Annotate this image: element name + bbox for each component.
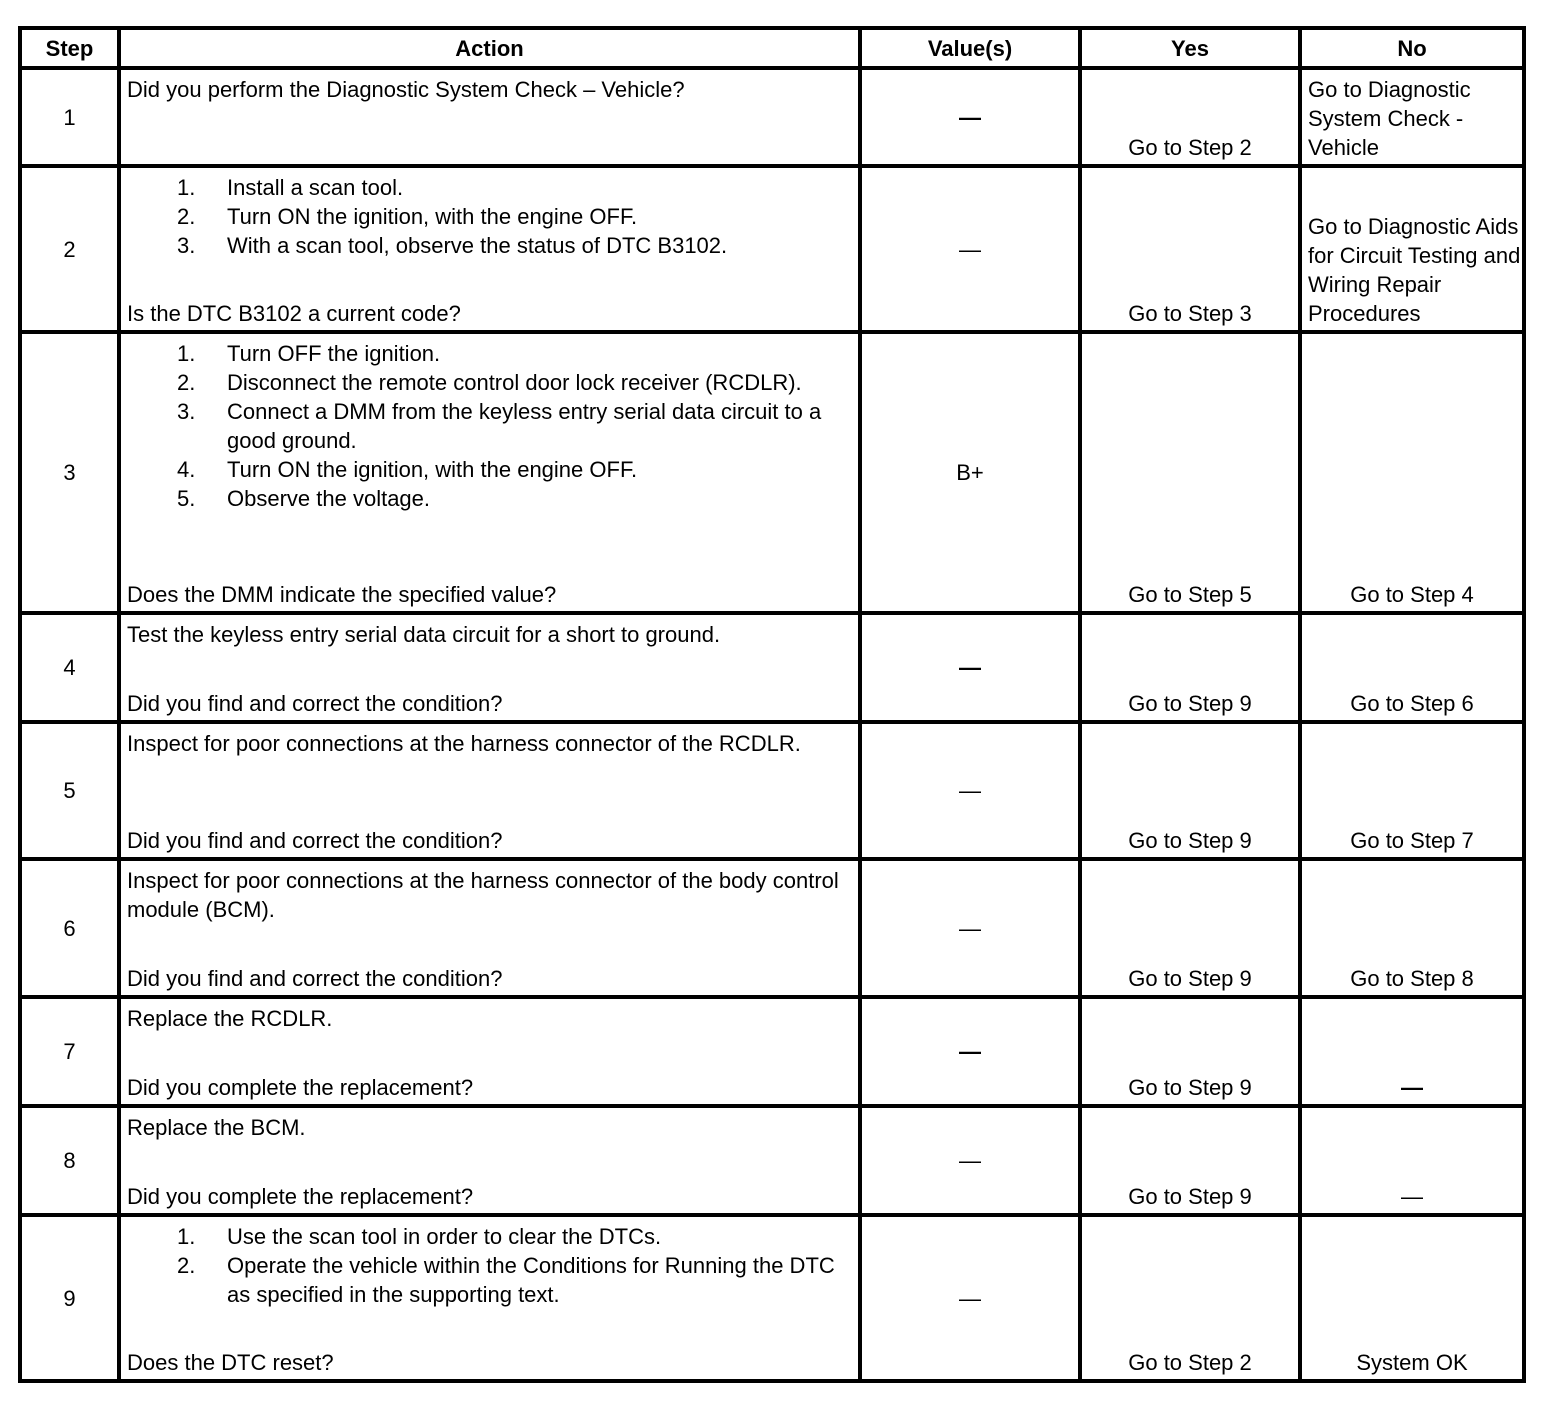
action-text: Replace the BCM. <box>127 1115 306 1140</box>
action-question: Does the DMM indicate the specified value? <box>127 582 557 607</box>
no-cell: Go to Step 7 <box>1300 722 1524 859</box>
value-cell <box>860 1106 1080 1215</box>
list-item: 1. Install a scan tool. <box>177 175 404 200</box>
no-text: — <box>1401 1184 1423 1209</box>
table-row <box>20 613 1524 722</box>
table-row <box>20 166 1524 332</box>
action-cell <box>119 613 860 722</box>
value-cell <box>860 997 1080 1106</box>
list-item: 5. Observe the voltage. <box>177 486 431 511</box>
diagnostic-table <box>18 26 1526 1383</box>
value-cell <box>860 722 1080 859</box>
action-question: Did you complete the replacement? <box>127 1075 474 1100</box>
value-text: B+ <box>956 460 984 485</box>
action-cell <box>119 166 860 332</box>
yes-cell: Go to Step 3 <box>1080 166 1300 332</box>
step-number: 5 <box>20 722 119 859</box>
header-step: Step <box>20 28 119 68</box>
list-item: 1. Turn OFF the ignition. <box>177 341 441 366</box>
table-row <box>20 332 1524 613</box>
value-text: — <box>959 1039 981 1064</box>
action-text: Inspect for poor connections at the harness connector of the body control module (BCM). <box>127 868 839 922</box>
value-cell <box>860 166 1080 332</box>
action-list <box>127 1222 854 1309</box>
action-question: Did you find and correct the condition? <box>127 966 503 991</box>
action-question: Does the DTC reset? <box>127 1350 334 1375</box>
action-cell <box>119 1106 860 1215</box>
table-row <box>20 997 1524 1106</box>
header-no: No <box>1300 28 1524 68</box>
value-text: — <box>959 915 981 941</box>
action-question: Did you complete the replacement? <box>127 1184 474 1209</box>
value-text: — <box>959 236 981 262</box>
no-cell <box>1300 997 1524 1106</box>
step-number: 1 <box>20 68 119 166</box>
step-number: 3 <box>20 332 119 613</box>
no-cell: System OK <box>1300 1215 1524 1381</box>
no-cell: Go to Step 4 <box>1300 332 1524 613</box>
yes-cell: Go to Step 9 <box>1080 859 1300 997</box>
value-text: — <box>959 1285 981 1311</box>
no-cell: Go to Step 6 <box>1300 613 1524 722</box>
step-number: 9 <box>20 1215 119 1381</box>
yes-cell: Go to Step 9 <box>1080 997 1300 1106</box>
table-row <box>20 1106 1524 1215</box>
action-cell <box>119 859 860 997</box>
action-question: Is the DTC B3102 a current code? <box>127 301 461 326</box>
table-row <box>20 859 1524 997</box>
action-cell <box>119 68 860 166</box>
value-cell <box>860 613 1080 722</box>
list-item: 3. With a scan tool, observe the status of DTC B3102. <box>177 233 728 258</box>
action-text: Inspect for poor connections at the harness connector of the RCDLR. <box>127 731 801 756</box>
yes-cell: Go to Step 9 <box>1080 722 1300 859</box>
no-cell: Go to Diagnostic Aids for Circuit Testing and Wiring Repair Procedures <box>1300 166 1524 332</box>
table-row <box>20 722 1524 859</box>
action-question: Did you find and correct the condition? <box>127 691 503 716</box>
action-cell <box>119 332 860 613</box>
action-question: Did you find and correct the condition? <box>127 828 503 853</box>
step-number: 8 <box>20 1106 119 1215</box>
table-row <box>20 1215 1524 1381</box>
step-number: 2 <box>20 166 119 332</box>
list-item: 4. Turn ON the ignition, with the engine OFF. <box>177 457 638 482</box>
header-row <box>20 28 1524 68</box>
list-item: 2. Turn ON the ignition, with the engine OFF. <box>177 204 638 229</box>
value-cell <box>860 332 1080 613</box>
header-values: Value(s) <box>860 28 1080 68</box>
step-number: 4 <box>20 613 119 722</box>
action-list <box>127 339 854 513</box>
table-row <box>20 68 1524 166</box>
action-text: Did you perform the Diagnostic System Check – Vehicle? <box>127 77 685 102</box>
action-list <box>127 173 854 260</box>
header-action: Action <box>119 28 860 68</box>
list-item: 2. Operate the vehicle within the Conditions for Running the DTC as specified in the supporting text. <box>177 1253 835 1307</box>
action-cell <box>119 722 860 859</box>
yes-cell: Go to Step 9 <box>1080 613 1300 722</box>
value-cell <box>860 859 1080 997</box>
list-item: 1. Use the scan tool in order to clear the DTCs. <box>177 1224 662 1249</box>
value-cell <box>860 68 1080 166</box>
action-text: Test the keyless entry serial data circuit for a short to ground. <box>127 622 721 647</box>
step-number: 6 <box>20 859 119 997</box>
value-text: — <box>959 778 981 803</box>
value-cell <box>860 1215 1080 1381</box>
list-item: 2. Disconnect the remote control door lock receiver (RCDLR). <box>177 370 802 395</box>
yes-cell: Go to Step 2 <box>1080 1215 1300 1381</box>
yes-cell: Go to Step 2 <box>1080 68 1300 166</box>
header-yes: Yes <box>1080 28 1300 68</box>
yes-cell: Go to Step 9 <box>1080 1106 1300 1215</box>
no-text: — <box>1401 1075 1423 1100</box>
no-cell: Go to Diagnostic System Check - Vehicle <box>1300 68 1524 166</box>
action-cell <box>119 1215 860 1381</box>
value-text: — <box>959 655 981 680</box>
no-cell <box>1300 1106 1524 1215</box>
list-item: 3. Connect a DMM from the keyless entry serial data circuit to a good ground. <box>177 399 822 453</box>
action-text: Replace the RCDLR. <box>127 1006 333 1031</box>
action-cell <box>119 997 860 1106</box>
value-text: — <box>959 1148 981 1173</box>
yes-cell: Go to Step 5 <box>1080 332 1300 613</box>
no-cell: Go to Step 8 <box>1300 859 1524 997</box>
step-number: 7 <box>20 997 119 1106</box>
value-text: — <box>959 104 981 130</box>
